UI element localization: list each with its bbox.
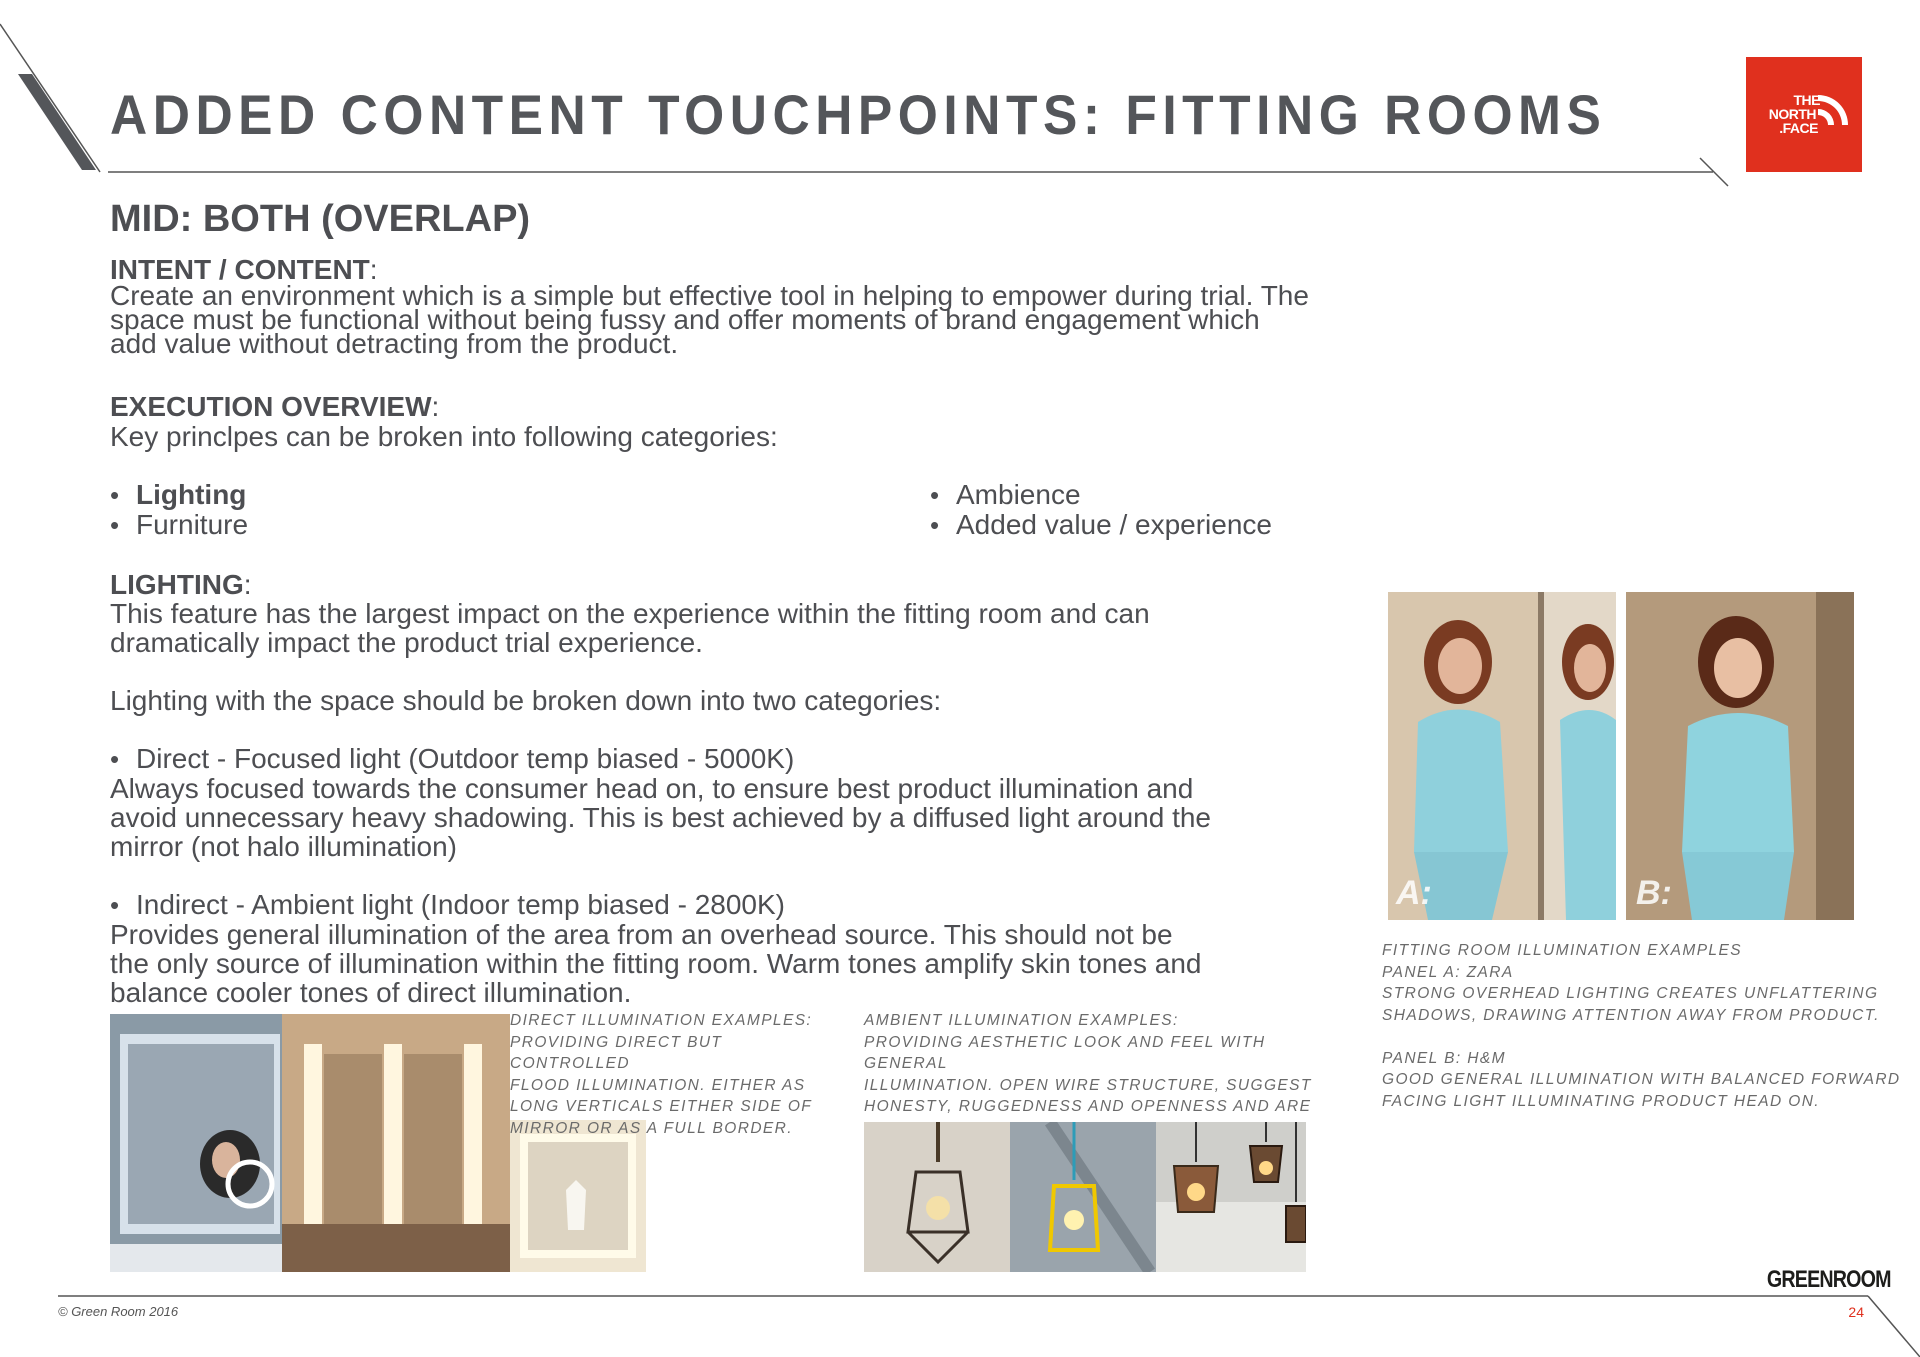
indirect-body-line: balance cooler tones of direct illumination. <box>110 977 632 1008</box>
ambient-illumination-photo-pendants <box>1156 1122 1306 1272</box>
svg-text:.FACE: .FACE <box>1779 120 1818 136</box>
direct-illumination-caption: DIRECT ILLUMINATION EXAMPLES: PROVIDING DIRECT BUT CONTROLLED FLOOD ILLUMINATION. EITHER AS LONG VERTICALS EITHER SIDE OF MIRROR OR AS A FULL BORDER. <box>510 1012 813 1137</box>
ambient-illumination-photo-yellow-cage <box>1010 1122 1156 1272</box>
panel-a-label: A: <box>1396 874 1432 912</box>
intent-label: INTENT / CONTENT <box>110 254 370 285</box>
intent-section <box>110 254 1380 359</box>
intent-line: add value without detracting from the product. <box>110 328 679 359</box>
greenroom-logo: GREENROOM <box>1766 1266 1891 1293</box>
direct-bullet: • Direct - Focused light (Outdoor temp biased - 5000K) <box>110 743 795 774</box>
direct-body-line: avoid unnecessary heavy shadowing. This is best achieved by a diffused light around the <box>110 802 1211 833</box>
indirect-body-line: Provides general illumination of the area from an overhead source. This should not be <box>110 919 1173 950</box>
lighting-section: LIGHTING: This feature has the largest impact on the experience within the fitting room and can dramatically impact the product trial experience. Lighting with the space should be broken down into two categories: • Direct - Focused light (Outdoor temp biased - 5000K) Always focused towards the consumer head on, to ensure best product illumination and avoid unnecessary heavy shadowing. This is best achieved by a diffused light around the mirror (not halo illumination) • Indirect - Ambient light (Indoor temp biased - 2800K) Provides general illumination of the area from an overhead source. This should not be the only source of illumination within the fitting room. Warm tones amplify skin tones and balance cooler tones of direct illumination. <box>110 570 1390 1007</box>
svg-text:NORTH: NORTH <box>1768 106 1816 122</box>
page-title: ADDED CONTENT TOUCHPOINTS: FITTING ROOMS <box>110 83 1607 146</box>
fitting-room-photo-a <box>1388 592 1616 920</box>
ambient-illumination-photo-cage <box>864 1122 1010 1272</box>
direct-body-line: mirror (not halo illumination) <box>110 831 458 862</box>
intent-line: space must be functional without being fussy and offer moments of brand engagement which <box>110 304 1260 335</box>
fitting-room-photo-b <box>1626 592 1854 920</box>
execution-intro: Key princlpes can be broken into following categories: <box>110 421 778 452</box>
fitting-room-caption: FITTING ROOM ILLUMINATION EXAMPLES PANEL A: ZARA STRONG OVERHEAD LIGHTING CREATES UNFLATTERING SHADOWS, DRAWING ATTENTION AWAY FROM PRODUCT. PANEL B: H&M GOOD GENERAL ILLUMINATION WITH BALANCED FORWARD FACING LIGHT ILLUMINATING PRODUCT HEAD ON. <box>1382 942 1901 1110</box>
execution-label: EXECUTION OVERVIEW <box>110 391 432 422</box>
indirect-bullet: • Indirect - Ambient light (Indoor temp biased - 2800K) <box>110 889 786 920</box>
intent-colon: : <box>369 254 378 285</box>
lighting-label: LIGHTING <box>110 569 244 600</box>
panel-b-label: B: <box>1636 874 1672 912</box>
page-number: 24 <box>1848 1304 1864 1320</box>
direct-illumination-photo-mirror <box>110 1014 282 1272</box>
the-north-face-logo <box>1746 57 1862 172</box>
lighting-p2: Lighting with the space should be broken down into two categories: <box>110 685 942 716</box>
ambient-illumination-caption: AMBIENT ILLUMINATION EXAMPLES: PROVIDING AESTHETIC LOOK AND FEEL WITH GENERAL ILLUMINATION. OPEN WIRE STRUCTURE, SUGGEST HONESTY, RUGGEDNESS AND OPENNESS AND ARE <box>864 1012 1312 1115</box>
section-subtitle: MID: BOTH (OVERLAP) <box>110 198 531 240</box>
bullet-furniture: • Furniture <box>110 509 249 540</box>
bullet-ambience: • Ambience <box>930 479 1081 510</box>
lighting-p1-line: dramatically impact the product trial experience. <box>110 627 703 658</box>
direct-body-line: Always focused towards the consumer head on, to ensure best product illumination and <box>110 773 1194 804</box>
bullet-lighting: • Lighting <box>110 479 247 510</box>
direct-illumination-photo-border <box>510 1120 646 1272</box>
svg-text:THE: THE <box>1793 92 1820 108</box>
footer-copyright: © Green Room 2016 <box>58 1304 179 1319</box>
lighting-p1-line: This feature has the largest impact on the experience within the fitting room and can <box>110 598 1150 629</box>
intent-line: Create an environment which is a simple but effective tool in helping to empower during trial. The <box>110 280 1309 311</box>
indirect-body-line: the only source of illumination within the fitting room. Warm tones amplify skin tones and <box>110 948 1202 979</box>
category-bullet-list <box>110 480 1400 540</box>
bullet-added-value: • Added value / experience <box>930 509 1272 540</box>
direct-illumination-photo-vanity <box>282 1014 510 1272</box>
execution-section: EXECUTION OVERVIEW: Key princlpes can be broken into following categories: • Lighting • Furniture • Ambience • Added value / experience <box>110 392 1380 540</box>
